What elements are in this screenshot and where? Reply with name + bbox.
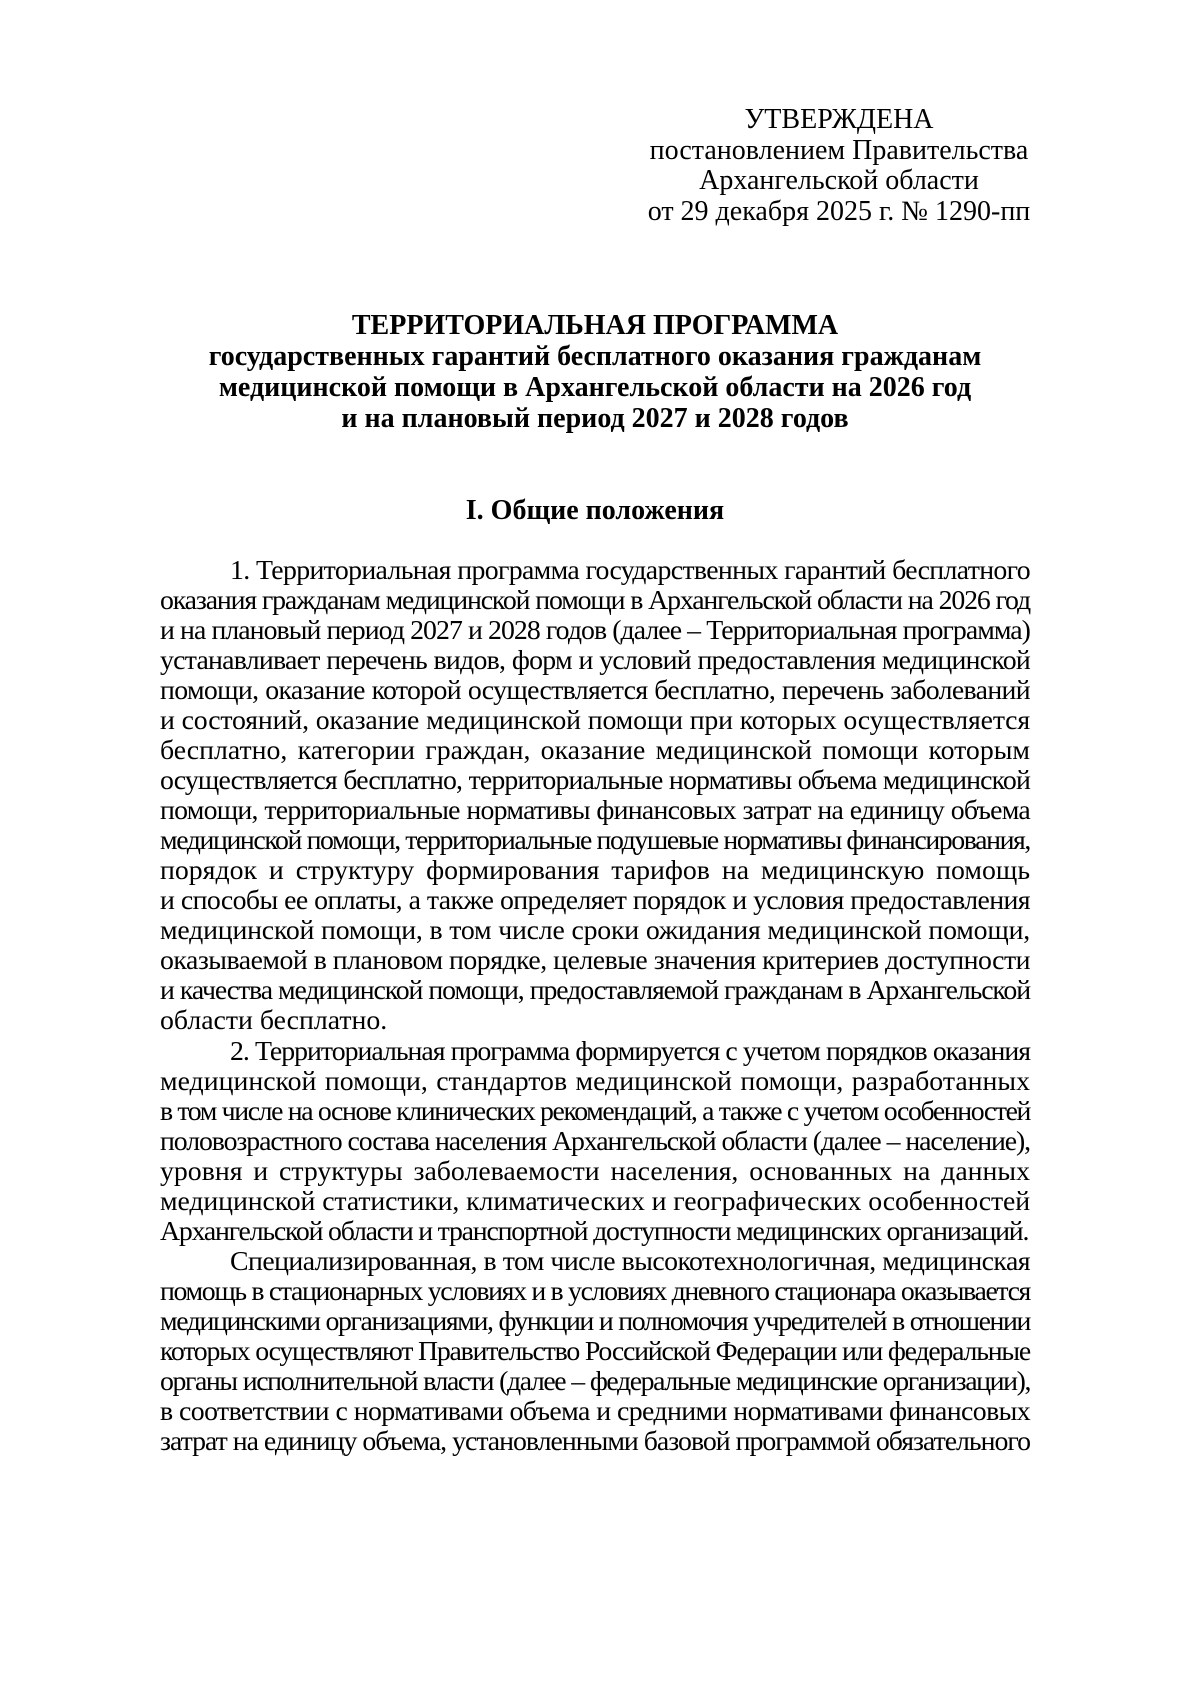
paragraph-line: Специализированная, в том числе высокотехнологичная, медицинская bbox=[230, 1245, 1030, 1277]
paragraph-line: медицинской статистики, климатических и географических особенностей bbox=[160, 1185, 1030, 1217]
paragraph-line: органы исполнительной власти (далее – федеральные медицинские организации), bbox=[160, 1365, 1030, 1397]
section-body bbox=[160, 556, 1030, 1457]
paragraph-line: медицинской помощи, в том числе сроки ожидания медицинской помощи, bbox=[160, 915, 1030, 947]
paragraph-line: оказываемой в плановом порядке, целевые значения критериев доступности bbox=[160, 945, 1030, 977]
paragraph-line: помощи, территориальные нормативы финансовых затрат на единицу объема bbox=[160, 795, 1030, 827]
paragraph-line: половозрастного состава населения Архангельской области (далее – население), bbox=[160, 1125, 1030, 1157]
paragraph-line: осуществляется бесплатно, территориальные нормативы объема медицинской bbox=[160, 765, 1030, 797]
paragraph-line: которых осуществляют Правительство Российской Федерации или федеральные bbox=[160, 1335, 1030, 1367]
paragraph-line: помощь в стационарных условиях и в условиях дневного стационара оказывается bbox=[160, 1275, 1030, 1307]
approval-region: Архангельской области bbox=[699, 165, 979, 197]
paragraph-line: и способы ее оплаты, а также определяет порядок и условия предоставления bbox=[160, 885, 1030, 917]
paragraph-line: медицинскими организациями, функции и полномочия учредителей в отношении bbox=[160, 1305, 1030, 1337]
paragraph-line: оказания гражданам медицинской помощи в Архангельской области на 2026 год bbox=[160, 585, 1030, 617]
paragraph bbox=[160, 1247, 1030, 1457]
approval-date-number: от 29 декабря 2025 г. № 1290-пп bbox=[647, 196, 1031, 228]
paragraph-line: и на плановый период 2027 и 2028 годов (далее – Территориальная программа) bbox=[160, 615, 1030, 647]
approval-block bbox=[639, 105, 1039, 228]
paragraph-line: и качества медицинской помощи, предоставляемой гражданам в Архангельской bbox=[160, 975, 1030, 1007]
program-title-line: медицинской помощи в Архангельской области на 2026 год bbox=[218, 371, 972, 403]
approval-status: УТВЕРЖДЕНА bbox=[744, 104, 934, 135]
paragraph-line: и состояний, оказание медицинской помощи при которых осуществляется bbox=[160, 705, 1030, 737]
program-title-line: государственных гарантий бесплатного оказания гражданам bbox=[208, 340, 982, 372]
paragraph-line: Архангельской области и транспортной доступности медицинских организаций. bbox=[160, 1215, 1029, 1247]
paragraph bbox=[160, 556, 1030, 1037]
approval-issuer: постановлением Правительства bbox=[649, 134, 1029, 166]
paragraph-line: области бесплатно. bbox=[160, 1005, 388, 1037]
paragraph-line: в соответствии с нормативами объема и средними нормативами финансовых bbox=[160, 1395, 1030, 1427]
paragraph bbox=[160, 1037, 1030, 1247]
paragraph-line: порядок и структуру формирования тарифов на медицинскую помощь bbox=[160, 855, 1030, 887]
program-title-block bbox=[160, 311, 1030, 435]
paragraph-line: 1. Территориальная программа государственных гарантий бесплатного bbox=[230, 555, 1030, 586]
paragraph-line: затрат на единицу объема, установленными базовой программой обязательного bbox=[160, 1425, 1030, 1457]
paragraph-line: устанавливает перечень видов, форм и условий предоставления медицинской bbox=[160, 645, 1030, 677]
paragraph-line: уровня и структуры заболеваемости населения, основанных на данных bbox=[160, 1155, 1030, 1187]
paragraph-line: медицинской помощи, территориальные подушевые нормативы финансирования, bbox=[160, 825, 1030, 857]
paragraph-line: 2. Территориальная программа формируется с учетом порядков оказания bbox=[230, 1035, 1030, 1067]
paragraph-line: бесплатно, категории граждан, оказание медицинской помощи которым bbox=[160, 735, 1030, 767]
section-heading: I. Общие положения bbox=[465, 495, 725, 526]
paragraph-line: медицинской помощи, стандартов медицинской помощи, разработанных bbox=[160, 1065, 1030, 1097]
program-title-line: и на плановый период 2027 и 2028 годов bbox=[341, 402, 849, 434]
paragraph-line: в том числе на основе клинических рекомендаций, а также с учетом особенностей bbox=[160, 1095, 1030, 1127]
paragraph-line: помощи, оказание которой осуществляется бесплатно, перечень заболеваний bbox=[160, 675, 1030, 707]
program-title: ТЕРРИТОРИАЛЬНАЯ ПРОГРАММА bbox=[351, 310, 839, 341]
